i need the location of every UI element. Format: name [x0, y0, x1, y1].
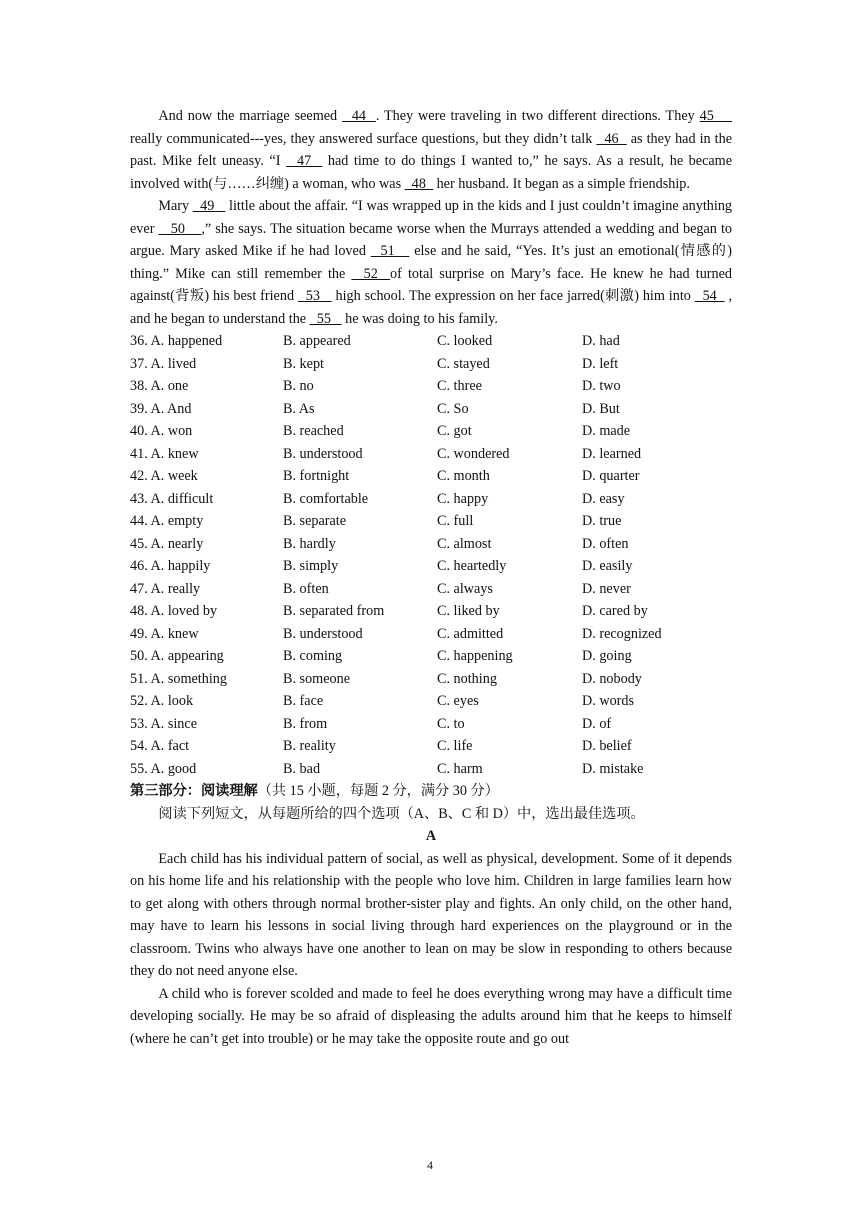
option-d: D. easily — [582, 558, 633, 574]
text: of total surprise on Mary’s face. He knew he had turned against(背叛) his best friend — [130, 265, 733, 304]
blank-47: 47 — [285, 153, 323, 169]
text: her husband. It began as a simple friendship. — [433, 175, 690, 192]
option-a: 54. A. fact — [130, 738, 190, 754]
option-c: C. full — [437, 513, 474, 529]
option-c: C. month — [437, 468, 490, 484]
option-row-50 — [130, 645, 732, 668]
blank-54: 54 — [694, 288, 725, 304]
option-b: B. hardly — [283, 535, 336, 552]
option-c: C. happening — [437, 648, 513, 664]
option-c: C. happy — [437, 490, 489, 507]
option-row-42 — [130, 465, 732, 488]
option-d: D. belief — [582, 738, 632, 754]
blank-48: 48 — [404, 175, 434, 192]
option-b: B. someone — [283, 670, 350, 687]
option-c: C. liked by — [437, 603, 500, 619]
option-c: C. nothing — [437, 670, 497, 687]
text: he was doing to his family. — [341, 310, 498, 327]
option-row-37 — [130, 353, 732, 376]
option-a: 40. A. won — [130, 423, 193, 439]
options-list — [130, 330, 732, 780]
option-row-40 — [130, 420, 732, 443]
option-a: 48. A. loved by — [130, 603, 218, 619]
option-b: B. often — [283, 580, 329, 597]
blank-46: 46 — [596, 130, 627, 147]
option-b: B. reached — [283, 423, 344, 439]
cloze-paragraph-1 — [130, 105, 732, 195]
option-row-52 — [130, 690, 732, 713]
blank-44: 44 — [342, 108, 376, 124]
option-row-45 — [130, 533, 732, 556]
option-row-39 — [130, 398, 732, 421]
option-c: C. heartedly — [437, 558, 507, 574]
option-a: 55. A. good — [130, 760, 197, 777]
option-d: D. nobody — [582, 670, 642, 687]
option-a: 51. A. something — [130, 670, 227, 687]
option-b: B. comfortable — [283, 490, 369, 507]
option-c: C. to — [437, 715, 465, 732]
option-a: 39. A. And — [130, 400, 192, 417]
cloze-paragraph-2 — [130, 195, 732, 330]
section-3-title — [130, 780, 732, 803]
option-c: C. So — [437, 400, 469, 417]
blank-53: 53 — [297, 288, 332, 304]
option-b: B. from — [283, 715, 328, 732]
text: had time to do things I wanted to,” he says. As a result, he became involved with(与……纠缠) a woman, who was — [130, 153, 732, 192]
option-b: B. separated from — [283, 603, 385, 619]
option-row-43 — [130, 488, 732, 511]
option-d: D. true — [582, 513, 622, 529]
text: And now the marriage seemed — [158, 108, 338, 124]
option-c: C. stayed — [437, 355, 490, 372]
option-row-51 — [130, 668, 732, 691]
option-d: D. had — [582, 333, 620, 349]
option-c: C. admitted — [437, 625, 504, 642]
option-d: D. mistake — [582, 760, 644, 777]
text: high school. The expression on her face jarred(刺激) him into — [331, 288, 695, 304]
option-c: C. looked — [437, 333, 493, 349]
section-info-text: （共 15 小题，每题 2 分，满分 30 分） — [257, 783, 499, 799]
option-row-47 — [130, 578, 732, 601]
text: as they had in the past. Mike felt uneasy. “I — [130, 130, 732, 169]
option-d: D. But — [582, 400, 620, 417]
option-row-55 — [130, 758, 732, 781]
option-row-41 — [130, 443, 732, 466]
option-c: C. always — [437, 580, 493, 597]
option-c: C. almost — [437, 535, 492, 552]
option-a: 43. A. difficult — [130, 490, 214, 507]
option-c: C. eyes — [437, 693, 479, 709]
blank-51: 51 — [370, 243, 410, 259]
option-d: D. easy — [582, 490, 625, 507]
option-a: 45. A. nearly — [130, 535, 204, 552]
option-a: 41. A. knew — [130, 445, 199, 462]
option-row-36 — [130, 330, 732, 353]
option-row-44 — [130, 510, 732, 533]
option-d: D. left — [582, 355, 619, 372]
option-row-54 — [130, 735, 732, 758]
option-b: B. bad — [283, 760, 321, 777]
text: , and he began to understand the — [130, 288, 733, 327]
option-b: B. separate — [283, 513, 347, 529]
option-b: B. face — [283, 693, 324, 709]
blank-49: 49 — [192, 198, 226, 214]
option-c: C. wondered — [437, 445, 510, 462]
option-d: D. going — [582, 648, 632, 664]
option-c: C. three — [437, 378, 482, 394]
section-instruction: 阅读下列短文，从每题所给的四个选项（A、B、C 和 D）中，选出最佳选项。 — [158, 805, 645, 822]
option-a: 50. A. appearing — [130, 648, 224, 664]
option-d: D. cared by — [582, 603, 648, 619]
option-row-53 — [130, 713, 732, 736]
option-b: B. coming — [283, 648, 343, 664]
section-title-text: 第三部分：阅读理解 — [130, 783, 258, 799]
page-number: 4 — [427, 1158, 433, 1172]
passage-a-paragraph-2: A child who is forever scolded and made to feel he does everything wrong may have a difficult time developing socially. He may be so afraid of displeasing the adults around him that he keeps to himself (where he can’t get into trouble) or he may take the opposite route and go out — [130, 985, 732, 1047]
option-b: B. understood — [283, 625, 363, 642]
passage-heading: A — [425, 828, 437, 844]
option-b: B. simply — [283, 558, 339, 574]
option-c: C. life — [437, 738, 473, 754]
option-b: B. As — [283, 400, 315, 417]
document-content — [130, 105, 732, 1050]
option-row-38 — [130, 375, 732, 398]
option-b: B. fortnight — [283, 468, 350, 484]
option-d: D. recognized — [582, 625, 662, 642]
option-d: D. quarter — [582, 468, 640, 484]
option-c: C. harm — [437, 760, 483, 777]
option-a: 38. A. one — [130, 378, 189, 394]
blank-55: 55 — [309, 310, 342, 327]
text: ,” she says. The situation became worse when the Murrays attended a wedding and began to argue. Mary asked Mike if he had loved — [130, 220, 732, 259]
option-d: D. often — [582, 535, 629, 552]
option-row-48 — [130, 600, 732, 623]
option-d: D. of — [582, 715, 612, 732]
option-b: B. reality — [283, 738, 336, 754]
option-a: 46. A. happily — [130, 558, 211, 574]
option-a: 47. A. really — [130, 580, 201, 597]
passage-a-paragraph-1: Each child has his individual pattern of social, as well as physical, development. Some of it depends on his home life and his relationship with the people who love him. Children in large families learn how to get along with others through normal brother-sister play and fights. An only child, on the other hand, may have to learn his lessons in social living through hard experiences on the playground or in the classroom. Twins who always have one another to lean on may be slow in responding to others because they do not need anyone else. — [130, 850, 732, 979]
option-a: 52. A. look — [130, 693, 194, 709]
text: else and he said, “Yes. It’s just an emotional(情感的) thing.” Mike can still remember the — [130, 243, 733, 282]
option-b: B. no — [283, 378, 314, 394]
option-a: 37. A. lived — [130, 355, 197, 372]
option-b: B. kept — [283, 355, 324, 372]
blank-52: 52 — [351, 265, 391, 282]
option-a: 36. A. happened — [130, 333, 223, 349]
option-row-49 — [130, 623, 732, 646]
option-a: 53. A. since — [130, 715, 197, 732]
option-row-46 — [130, 555, 732, 578]
option-a: 49. A. knew — [130, 625, 199, 642]
option-b: B. appeared — [283, 333, 351, 349]
blank-45: 45 — [699, 108, 733, 124]
text: . They were traveling in two different directions. They — [375, 108, 700, 124]
option-d: D. learned — [582, 445, 642, 462]
text: Mary — [158, 198, 193, 214]
option-d: D. made — [582, 423, 631, 439]
option-a: 44. A. empty — [130, 513, 204, 529]
option-d: D. two — [582, 378, 621, 394]
option-c: C. got — [437, 423, 472, 439]
option-a: 42. A. week — [130, 468, 198, 484]
option-d: D. words — [582, 693, 635, 709]
text: little about the affair. “I was wrapped up in the kids and I just couldn’t imagine anything ever — [130, 198, 733, 237]
text: really communicated---yes, they answered surface questions, but they didn’t talk — [130, 130, 597, 147]
option-d: D. never — [582, 580, 631, 597]
blank-50: 50 — [158, 220, 202, 237]
option-b: B. understood — [283, 445, 363, 462]
